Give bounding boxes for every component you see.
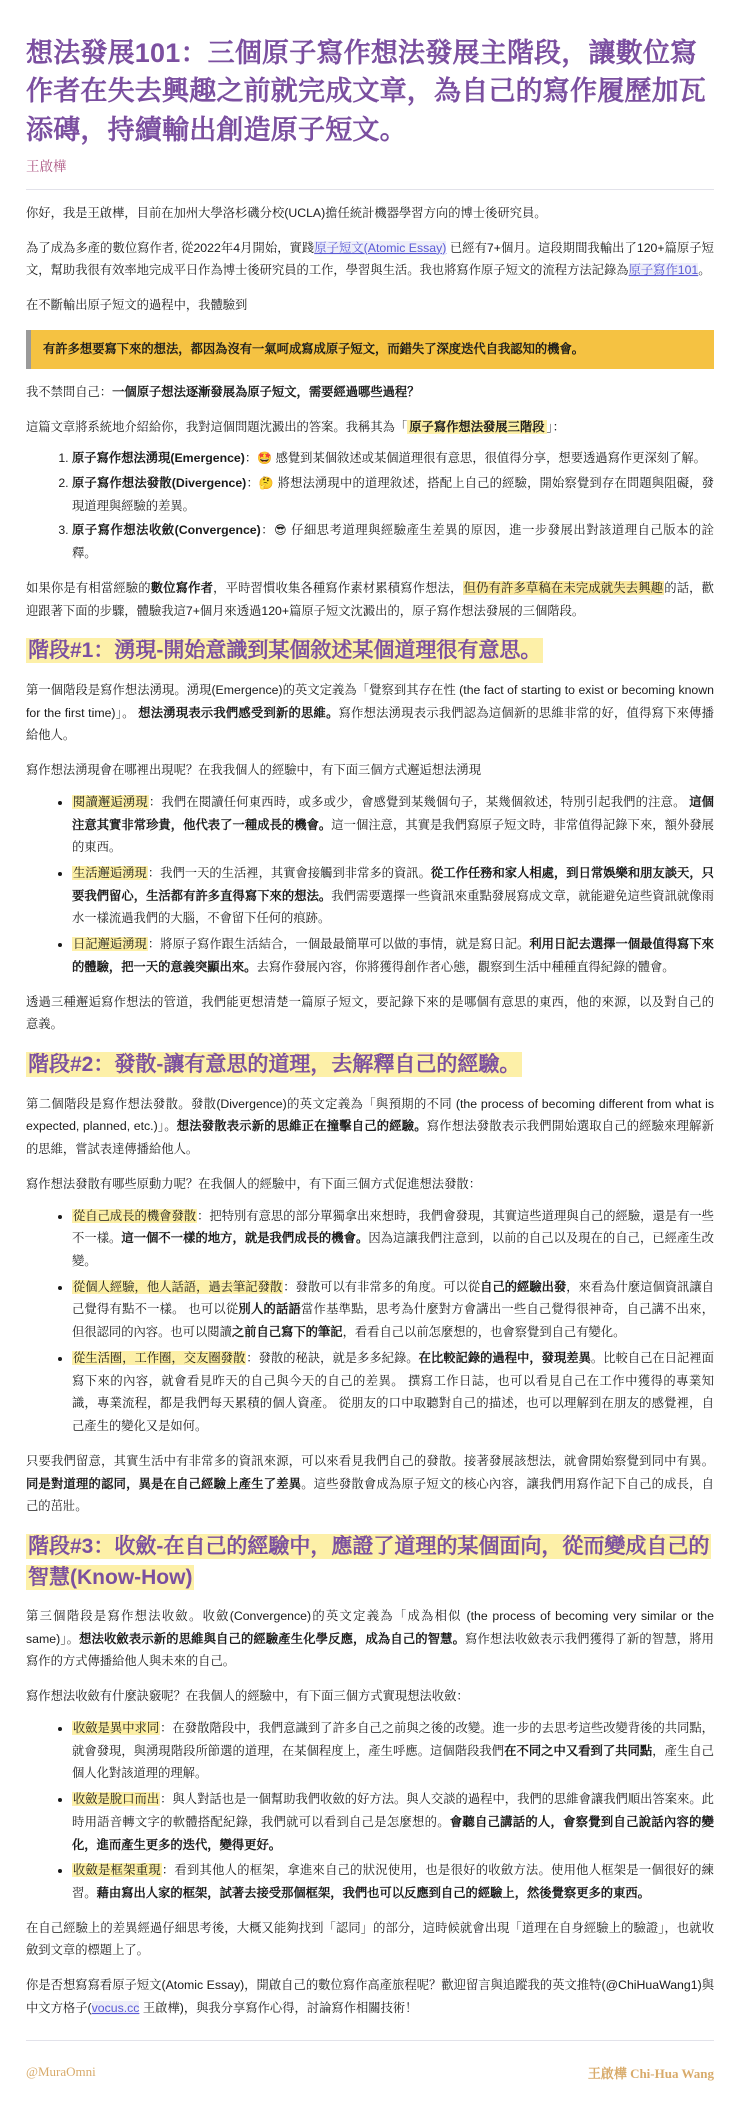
stage1-closing: 透過三種邂逅寫作想法的管道，我們能更想清楚一篇原子短文，要記錄下來的是哪個有意思的東西，他的來源，以及對自己的意義。	[26, 994, 714, 1032]
bullet-term: 從自己成長的機會發散	[73, 1208, 197, 1223]
stage3-heading-text: 階段#3：收斂-在自己的經驗中，應證了道理的某個面向，從而變成自己的智慧(Know-How)	[28, 1535, 710, 1589]
bullet-term: 收斂是脫口而出	[73, 1792, 160, 1807]
bullet-a: ：發散可以有非常多的角度。可以從	[283, 1279, 481, 1294]
stage3-heading	[26, 1532, 714, 1593]
stage1-heading-text: 階段#1：湧現-開始意識到某個敘述某個道理很有意思。	[28, 639, 542, 663]
bullet-term: 收斂是異中求同	[73, 1720, 160, 1735]
bullet-g: ，看看自己以前怎麼想的，也會察覺到自己有變化。	[342, 1325, 626, 1340]
list-item: 2. 原子寫作想法發散(Divergence)：🤔 將想法湧現中的道理敘述，搭配上自己的經驗，開始察覺到存在問題與阻礙，發現道理與經驗的差異。	[72, 472, 714, 517]
stage2-closing	[26, 1450, 714, 1518]
pre-stage1-bold: 數位寫作者	[150, 580, 214, 595]
intro-question	[26, 381, 714, 404]
bullet-bold: 在比較記錄的過程中，發現差異	[418, 1350, 591, 1365]
bullet-bold: 會聽自己講話的人，會察覺到自己說話內容的變化，進而產生更多的迭代，變得更好。	[72, 1814, 714, 1852]
atomic-essay-link[interactable]: 原子短文(Atomic Essay)	[314, 240, 447, 255]
title-block	[0, 0, 740, 175]
list-item: 3. 原子寫作想法收斂(Convergence)：😎 仔細思考道理與經驗產生差異的原因，進一步發展出對該道理自己版本的詮釋。	[72, 519, 714, 564]
bullet-term: 從生活圈，工作圈，交友圈發散	[73, 1350, 246, 1365]
article-body	[0, 202, 740, 2020]
bullet-a: ：看到其他人的框架，拿進來自己的狀況使用，也是很好的收斂方法。使用他人框架是一個很好的練習。	[72, 1863, 714, 1901]
page-footer	[0, 2041, 740, 2122]
bullet-a: ：與人對話也是一個幫助我們收斂的好方法。與人交談的過程中，我們的思維會讓我們順出答案來。此時用語音轉文字的軟體搭配紀錄，我們就可以看到自己是怎麼想的。	[72, 1792, 714, 1829]
bullet-bold: 這一個不一樣的地方，就是我們成長的機會。	[121, 1231, 369, 1246]
list-item	[72, 1347, 714, 1438]
stage3-definition	[26, 1605, 714, 1673]
bullet-a: ：我們一天的生活裡，其實會接觸到非常多的資訊。	[147, 866, 431, 880]
list-item: 1. 原子寫作想法湧現(Emergence)：🤩 感覺到某個敘述或某個道理很有意思，很值得分享，想要透過寫作更深刻了解。	[72, 447, 714, 470]
stage2-question: 寫作想法發散有哪些原動力呢？在我個人的經驗中，有下面三個方式促進想法發散：	[26, 1176, 481, 1191]
bullet-c: ，來看為什麼這個資訊讓自己覺得有點不一樣。 也可以從	[72, 1279, 714, 1317]
footer-author: 王啟樺 Chi-Hua Wang	[587, 2065, 714, 2081]
stage2-definition	[26, 1093, 714, 1161]
stage2-closing-bold: 同是對道理的認同，異是在自己經驗上產生了差異	[26, 1476, 302, 1491]
framework-text-a: 這篇文章將系統地介紹給你，我對這個問題沈澱出的答案。我稱其為「	[26, 419, 408, 434]
intro-question-lead: 我不禁問自己：	[26, 384, 113, 399]
intro-paragraph-1: 你好，我是王啟樺，目前在加州大學洛杉磯分校(UCLA)擔任統計機器學習方向的博士後研究員。	[26, 205, 547, 220]
stage1-heading	[26, 636, 714, 666]
stage2-def-c: 寫作想法發散表示我們開始選取自己的經驗來理解新的思維，嘗試表達傳播給他人。	[26, 1119, 714, 1157]
sunglasses-face-emoji: 😎	[274, 523, 288, 538]
outro-b: 王啟樺)，與我分享寫作心得，討論寫作相關技術！	[139, 2000, 418, 2015]
bullet-c: 因為這讓我們注意到，以前的自己以及現在的自己，已經產生改變。	[72, 1231, 714, 1268]
list-item	[72, 1859, 714, 1904]
pre-stage1-a: 如果你是有相當經驗的	[26, 580, 151, 595]
stage3-def-a: 第三個階段是寫作想法收斂。收斂(Convergence)的英文定義為「成為相似 (the process of becoming very similar or the same)」。	[26, 1608, 714, 1646]
list-item	[72, 791, 714, 859]
bullet-c: 我們需要選擇一些資訊來重點發展寫成文章，就能避免這些資訊就像雨水一樣流過我們的大腦，不會留下任何的痕跡。	[72, 888, 714, 926]
list-item	[72, 933, 714, 978]
bullet-term: 閱讀邂逅湧現	[73, 794, 148, 809]
bullet-bold: 利用日記去選擇一個最值得寫下來的體驗，把一天的意義突顯出來。	[72, 937, 714, 974]
intro-p2-text-c: 。	[698, 263, 711, 278]
bullet-bold: 藉由寫出人家的框架，試著去接受那個框架，我們也可以反應到自己的經驗上，然後覺察更多的東西。	[96, 1886, 650, 1901]
intro-paragraph-3: 在不斷輸出原子短文的過程中，我體驗到	[26, 298, 248, 313]
author-byline: 王啟樺	[26, 158, 67, 174]
stage-term: 原子寫作想法收斂(Convergence)	[72, 523, 261, 538]
stage2-heading	[26, 1050, 714, 1080]
list-item	[72, 1788, 714, 1856]
stage3-bullet-list	[26, 1717, 714, 1905]
list-item	[72, 1205, 714, 1273]
stage-desc: 仔細思考道理與經驗產生差異的原因，進一步發展出對該道理自己版本的詮釋。	[72, 523, 714, 561]
bullet-a: ：我們在閱讀任何東西時，或多或少，會感覺到某幾個句子，某幾個敘述，特別引起我們的注意。	[148, 794, 690, 809]
pre-stage1-e: 的話，歡迎跟著下面的步驟，體驗我這7+個月來透過120+篇原子短文沈澱出的，原子寫作想法發展的三個階段。	[26, 580, 714, 618]
bullet-bold: 這個注意其實非常珍貴，他代表了一種成長的機會。	[72, 794, 714, 832]
bullet-c: 。比較自己在日記裡面寫下來的內容，就會看見昨天的自己與今天的自己的差異。 撰寫工作日誌，也可以看見自己在工作中獲得的專業知識，專業流程，都是我們每天累積的個人資產。 從朋友的口中取聽對自己的描述，也可以理解到在朋友的感覺裡，自己產生的變化又是如何。	[72, 1350, 714, 1434]
stage1-def-bold: 想法湧現表示我們感受到新的思維。	[138, 705, 339, 720]
framework-highlight: 原子寫作想法發展三階段	[409, 419, 545, 434]
list-item	[72, 1717, 714, 1785]
intro-p2-text-b: 已經有7+個月。這段期間我輸出了120+篇原子短文，幫助我很有效率地完成平日作為博士後研究員的工作，學習與生活。我也將寫作原子短文的流程方法記錄為	[26, 240, 714, 278]
list-item	[72, 862, 714, 930]
bullet-bold-2: 別人的話語	[238, 1302, 302, 1317]
pre-stage1-c: ，平時習慣收集各種寫作素材累積寫作想法，	[213, 580, 463, 595]
bullet-term: 收斂是框架重現	[73, 1863, 161, 1878]
bullet-bold: 從工作任務和家人相處，到日常娛樂和朋友談天，只要我們留心，生活都有許多直得寫下來的想法。	[72, 866, 714, 903]
bullet-a: ：將原子寫作跟生活結合，一個最最簡單可以做的事情，就是寫日記。	[147, 937, 530, 952]
callout-quote: 有許多想要寫下來的想法，都因為沒有一氣呵成寫成原子短文，而錯失了深度迭代自我認知的機會。	[26, 330, 714, 369]
pre-stage1-highlight: 但仍有許多草稿在未完成就失去興趣	[463, 580, 664, 595]
bullet-c: 去寫作發展內容，你將獲得創作者心態，觀察到生活中種種直得紀錄的體會。	[256, 959, 675, 974]
bullet-a: ：把特別有意思的部分單獨拿出來想時，我們會發現，其實這些道理與自己的經驗，還是有一些不一樣。	[72, 1208, 714, 1246]
stage2-bullet-list	[26, 1205, 714, 1438]
stage2-heading-text: 階段#2：發散-讓有意思的道理，去解釋自己的經驗。	[28, 1053, 521, 1077]
stage2-def-bold: 想法發散表示新的思維正在撞擊自己的經驗。	[176, 1119, 427, 1134]
bullet-c: ，產生自己個人化對該道理的理解。	[72, 1743, 714, 1781]
stage1-def-c: 寫作想法湧現表示我們認為這個新的思維非常的好，值得寫下來傳播給他人。	[26, 705, 714, 743]
intro-p2-text-a: 為了成為多產的數位寫作者, 從2022年4月開始，實踐	[26, 240, 315, 255]
vocus-link[interactable]: vocus.cc	[91, 2000, 140, 2015]
list-item	[72, 1276, 714, 1344]
stage-summary-list	[26, 447, 714, 565]
star-struck-emoji: 🤩	[257, 451, 273, 466]
stage3-def-bold: 想法收斂表示新的思維與自己的經驗產生化學反應，成為自己的智慧。	[79, 1631, 466, 1646]
stage-term: 原子寫作想法發散(Divergence)	[72, 476, 247, 491]
stage1-definition	[26, 679, 714, 747]
pre-stage1-paragraph	[26, 577, 714, 622]
bullet-term: 日記邂逅湧現	[73, 937, 147, 952]
intro-question-bold: 一個原子想法逐漸發展為原子短文，需要經過哪些過程？	[112, 384, 420, 399]
stage2-closing-a: 只要我們留意，其實生活中有非常多的資訊來源，可以來看見我們自己的發散。接著發展該想法，就會開始察覺到同中有異。	[26, 1453, 714, 1468]
bullet-bold-3: 之前自己寫下的筆記	[231, 1325, 343, 1340]
outro-a: 你是否想寫寫看原子短文(Atomic Essay)，開啟自己的數位寫作高產旅程呢？歡迎留言與追蹤我的英文推特(@ChiHuaWang1)與中文方格子(	[26, 1978, 714, 2015]
stage1-def-a: 第一個階段是寫作想法湧現。湧現(Emergence)的英文定義為「覺察到其存在性 (the fact of starting to exist or becoming known for the first time)」。	[26, 682, 714, 720]
stage2-def-a: 第二個階段是寫作想法發散。發散(Divergence)的英文定義為「與預期的不同 (the process of becoming different from what is expected, planned, etc.)」。	[26, 1096, 714, 1134]
bullet-e: 當作基準點，思考為什麼對方會講出一些自己覺得很神奇，自己講不出來，但很認同的內容。也可以閱讀	[72, 1302, 714, 1340]
stage1-bullet-list	[26, 791, 714, 979]
outro-paragraph	[26, 1974, 714, 2019]
intro-framework-line	[26, 416, 714, 439]
bullet-a: ：在發散階段中，我們意識到了許多自己之前與之後的改變。進一步的去思考這些改變背後的共同點，就會發現，與湧現階段所節選的道理，在某個程度上，產生呼應。這個階段我們	[72, 1720, 714, 1758]
bullet-a: ：發散的秘訣，就是多多紀錄。	[246, 1350, 419, 1365]
atomic-writing-101-link[interactable]: 原子寫作101	[628, 263, 699, 278]
header-divider	[26, 189, 714, 190]
stage-desc: 將想法湧現中的道理敘述，搭配上自己的經驗，開始察覺到存在問題與阻礙，發現道理與經驗的差異。	[72, 476, 714, 513]
stage3-question: 寫作想法收斂有什麼訣竅呢？在我個人的經驗中，有下面三個方式實現想法收斂：	[26, 1689, 469, 1704]
stage3-closing: 在自己經驗上的差異經過仔細思考後，大概又能夠找到「認同」的部分，這時候就會出現「道理在自身經驗上的驗證」，也就收斂到文章的標題上了。	[26, 1920, 714, 1958]
stage2-closing-c: 。這些發散會成為原子短文的核心內容，讓我們用寫作記下自己的成長，自己的茁壯。	[26, 1476, 714, 1514]
intro-paragraph-2	[26, 237, 714, 282]
bullet-bold: 在不同之中又看到了共同點	[504, 1743, 653, 1758]
footer-handle: @MuraOmni	[26, 2064, 96, 2080]
bullet-term: 從個人經驗，他人話語，過去筆記發散	[73, 1279, 283, 1294]
bullet-term: 生活邂逅湧現	[73, 866, 147, 880]
stage3-def-c: 寫作想法收斂表示我們獲得了新的智慧，將用寫作的方式傳播給他人與未來的自己。	[26, 1631, 714, 1669]
bullet-c: 這一個注意，其實是我們寫原子短文時，非常值得記錄下來，額外發展的東西。	[72, 817, 714, 855]
stage-term: 原子寫作想法湧現(Emergence)	[72, 451, 245, 466]
stage1-question: 寫作想法湧現會在哪裡出現呢？在我我個人的經驗中，有下面三個方式邂逅想法湧現	[26, 763, 481, 778]
bullet-bold-1: 自己的經驗出發	[480, 1279, 567, 1294]
page-title: 想法發展101：三個原子寫作想法發展主階段，讓數位寫作者在失去興趣之前就完成文章，為自己的寫作履歷加瓦添磚，持續輸出創造原子短文。	[26, 38, 706, 145]
thinking-face-emoji: 🤔	[258, 476, 275, 491]
framework-text-b: 」：	[546, 419, 565, 434]
stage-desc: 感覺到某個敘述或某個道理很有意思，很值得分享，想要透過寫作更深刻了解。	[275, 451, 706, 466]
